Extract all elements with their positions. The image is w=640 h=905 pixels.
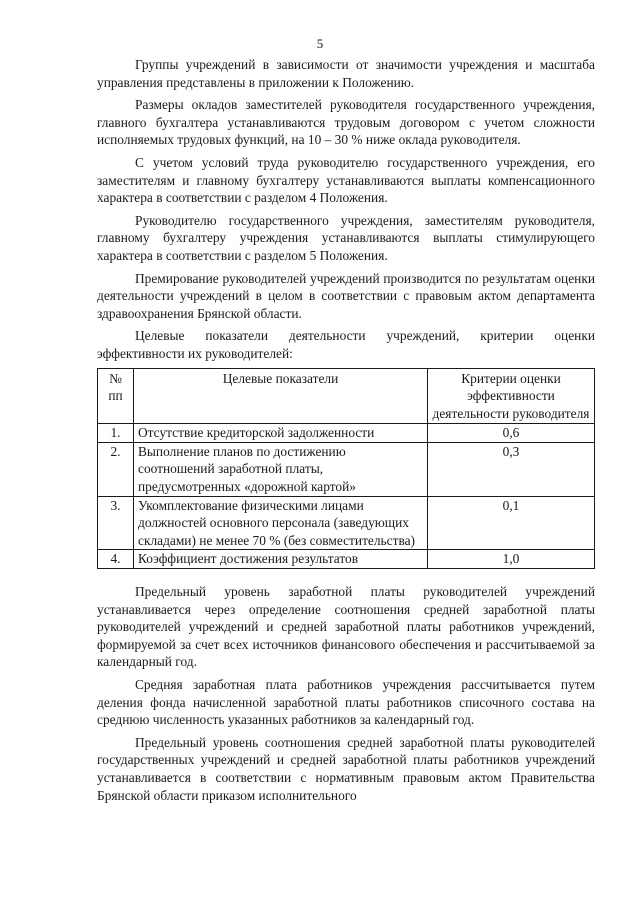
page-number: 5 [316, 36, 324, 51]
row-number: 1. [98, 424, 134, 443]
row-indicator: Отсутствие кредиторской задолженности [134, 424, 428, 443]
row-indicator: Коэффициент достижения результатов [134, 550, 428, 569]
paragraph: Размеры окладов заместителей руководителя государственного учреждения, главного бухгалтера устанавливаются трудовым договором с учетом сложности исполняемых трудовых функций, на 10 – 30 % ниже оклада руководителя. [97, 97, 595, 148]
row-number: 2. [98, 442, 134, 496]
header-criteria: Критерии оценки эффективности деятельности руководителя [428, 368, 595, 424]
table-row [98, 550, 595, 569]
document-body [97, 56, 595, 809]
table-row [98, 424, 595, 443]
row-criterion: 0,3 [428, 442, 595, 496]
kpi-table [97, 368, 595, 570]
paragraph: Руководителю государственного учреждения, заместителям руководителя, главному бухгалтеру учреждения устанавливаются выплаты стимулирующего характера в соответствии с разделом 5 Положения. [97, 212, 595, 263]
row-indicator: Укомплектование физическими лицами должностей основного персонала (заведующих складами) не менее 70 % (без совместительства) [134, 496, 428, 550]
row-indicator: Выполнение планов по достижению соотношений заработной платы, предусмотренных «дорожной картой» [134, 442, 428, 496]
paragraph: Средняя заработная плата работников учреждения рассчитывается путем деления фонда начисленной заработной платы работников списочного состава на среднюю численность указанных работников за календарный год. [97, 677, 595, 728]
paragraph: Предельный уровень заработной платы руководителей учреждений устанавливается через определение соотношения средней заработной платы руководителей учреждений и средней заработной платы работников учреждений, формируемой за счет всех источников финансового обеспечения и рассчитываемой за календарный год. [97, 584, 595, 670]
table-row [98, 496, 595, 550]
paragraph: Предельный уровень соотношения средней заработной платы руководителей государственных учреждений и средней заработной платы работников учреждений устанавливается в соответствии с нормативным правовым актом Правительства Брянской области приказом исполнительного [97, 734, 595, 803]
paragraph: Премирование руководителей учреждений производится по результатам оценки деятельности учреждений в целом в соответствии с правовым актом департамента здравоохранения Брянской области. [97, 270, 595, 321]
paragraph: С учетом условий труда руководителю государственного учреждения, его заместителям и главному бухгалтеру устанавливаются выплаты компенсационного характера в соответствии с разделом 4 Положения. [97, 154, 595, 206]
paragraph: Целевые показатели деятельности учреждений, критерии оценки эффективности их руководителей: [97, 328, 595, 361]
row-criterion: 0,6 [428, 424, 595, 443]
row-criterion: 0,1 [428, 496, 595, 550]
header-indicators: Целевые показатели [134, 368, 428, 424]
table-row [98, 442, 595, 496]
row-criterion: 1,0 [428, 550, 595, 569]
header-number: № пп [98, 368, 134, 424]
row-number: 4. [98, 550, 134, 569]
table-header-row [98, 368, 595, 424]
row-number: 3. [98, 496, 134, 550]
paragraph: Группы учреждений в зависимости от значимости учреждения и масштаба управления представлены в приложении к Положению. [97, 57, 595, 90]
